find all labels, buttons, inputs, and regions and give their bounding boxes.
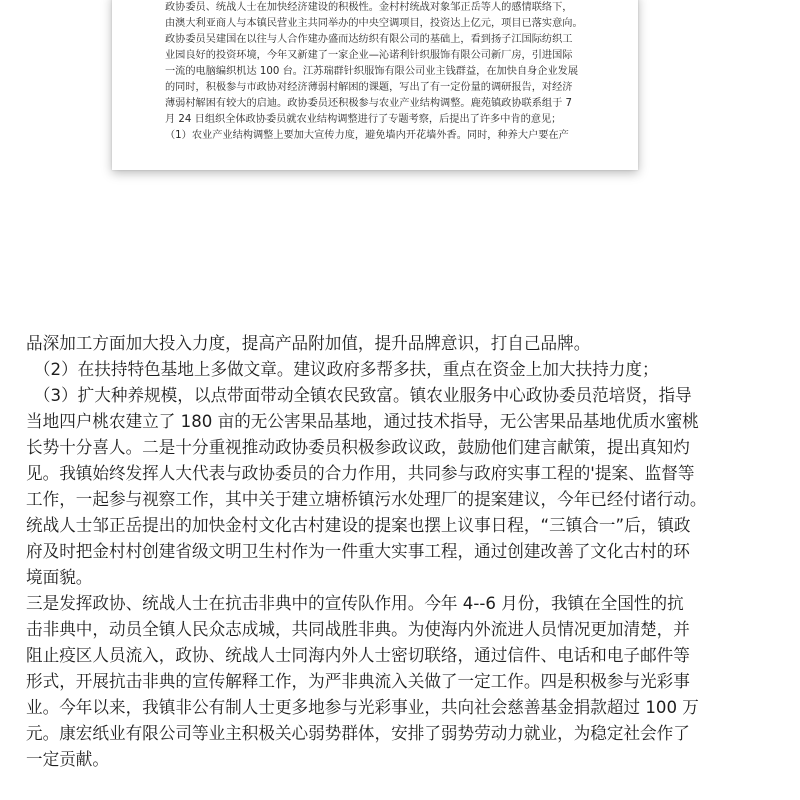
body-text-line: 元。康宏纸业有限公司等业主积极关心弱势群体，安排了弱势劳动力就业，为稳定社会作了 [26, 723, 690, 743]
body-text-line: 统战人士邹正岳提出的加快金村文化古村建设的提案也摆上议事日程，“三镇合一”后，镇政 [26, 515, 691, 535]
page-thumbnail-card [112, 0, 638, 170]
thumbnail-text-line: 薄弱村解困有较大的启迪。政协委员还积极参与农业产业结构调整。鹿苑镇政协联系组于 7 [165, 98, 573, 109]
body-text-line: 业。今年以来，我镇非公有制人士更多地参与光彩事业，共向社会慈善基金捐款超过 100 万 [26, 697, 699, 717]
thumbnail-text-line: 一流的电脑编织机达 100 台。江苏瑞群针织服饰有限公司业主钱群益，在加快自身企业发展 [165, 66, 579, 77]
body-text-line: （3）扩大种养规模，以点带面带动全镇农民致富。镇农业服务中心政协委员范培贤，指导 [33, 385, 692, 405]
body-text-line: 击非典中，动员全镇人民众志成城，共同战胜非典。为使海内外流进人员情况更加清楚，并 [26, 619, 690, 639]
body-text-line: 形式，开展抗击非典的宣传解释工作，为严非典流入关做了一定工作。四是积极参与光彩事 [26, 671, 690, 691]
body-text-line: 一定贡献。 [26, 749, 109, 769]
thumbnail-text-line: 由澳大利亚商人与本镇民营业主共同举办的中央空调项目，投资达上亿元，项目已落实意向。 [165, 18, 583, 29]
body-text-line: 阻止疫区人员流入，政协、统战人士同海内外人士密切联络，通过信件、电话和电子邮件等 [26, 645, 690, 665]
body-text-line: 长势十分喜人。二是十分重视推动政协委员积极参政议政，鼓励他们建言献策，提出真知灼 [26, 437, 690, 457]
thumbnail-text-line: 业园良好的投资环境，今年又新建了一家企业—沁诺利针织服饰有限公司新厂房，引进国际 [165, 50, 573, 61]
body-text-line: 品深加工方面加大投入力度，提高产品附加值，提升品牌意识，打自己品牌。 [26, 333, 591, 353]
body-text-line: 府及时把金村村创建省级文明卫生村作为一件重大实事工程，通过创建改善了文化古村的环 [26, 541, 690, 561]
thumbnail-text-line: 政协委员、统战人士在加快经济建设的积极性。金村村统战对象邹正岳等人的感情联络下， [165, 2, 573, 13]
body-text-line: 三是发挥政协、统战人士在抗击非典中的宣传队作用。今年 4--6 月份，我镇在全国性的抗 [26, 593, 684, 613]
body-text-line: 工作，一起参与视察工作，其中关于建立塘桥镇污水处理厂的提案建议，今年已经付诸行动。 [26, 489, 707, 509]
body-text-line: 境面貌。 [26, 567, 93, 587]
thumbnail-text-line: 政协委员吴建国在以往与人合作建办盛而达纺织有限公司的基础上，看到扬子江国际纺织工 [165, 34, 573, 45]
thumbnail-text-line: 的同时，积极参与市政协对经济薄弱村解困的课题，写出了有一定份量的调研报告，对经济 [165, 82, 573, 93]
body-text-line: 当地四户桃农建立了 180 亩的无公害果品基地，通过技术指导，无公害果品基地优质水蜜桃 [26, 411, 699, 431]
document-body [26, 330, 786, 772]
thumbnail-text-line: （1）农业产业结构调整上要加大宣传力度，避免墙内开花墙外香。同时，种养大户要在产 [165, 130, 569, 141]
thumbnail-text-line: 月 24 日组织全体政协委员就农业结构调整进行了专题考察，后提出了许多中肯的意见； [165, 114, 562, 125]
body-text-line: 见。我镇始终发挥人大代表与政协委员的合力作用，共同参与政府实事工程的'提案、监督等 [26, 463, 695, 483]
body-text-line: （2）在扶持特色基地上多做文章。建议政府多帮多扶，重点在资金上加大扶持力度； [33, 359, 659, 379]
